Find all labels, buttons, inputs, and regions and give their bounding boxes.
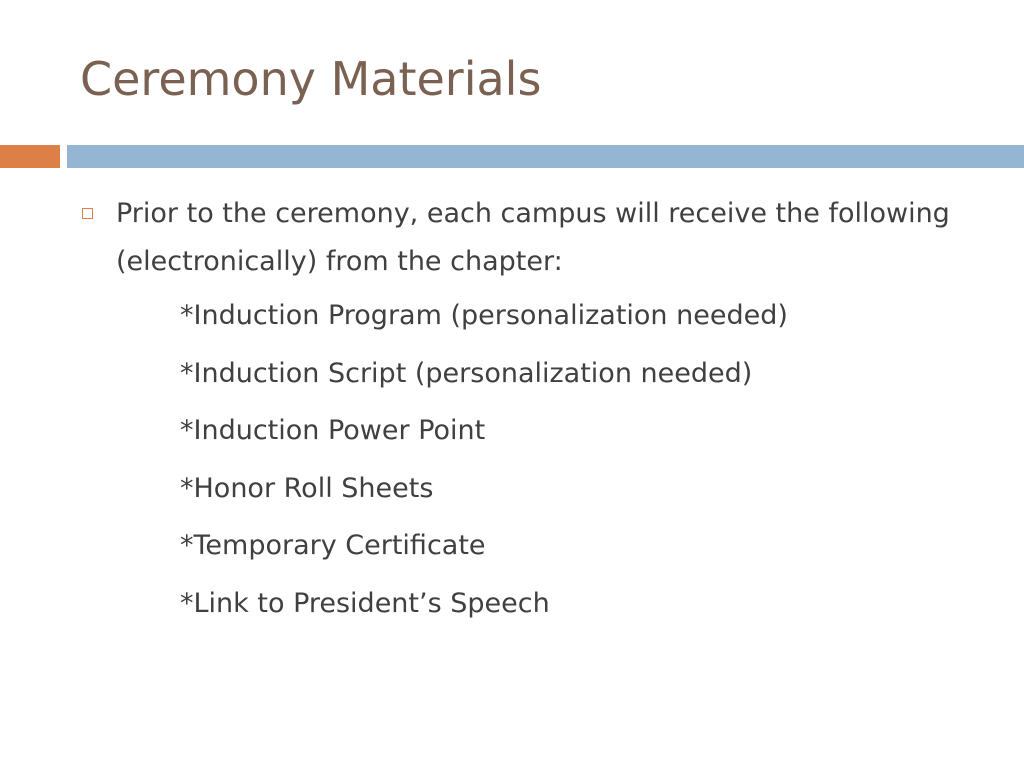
list-item: *Induction Program (personalization needed) [180, 300, 788, 331]
accent-bar-blue [67, 145, 1024, 168]
list-item: *Honor Roll Sheets [180, 472, 434, 504]
list-item: *Temporary Certificate [180, 530, 486, 561]
slide-content [80, 190, 980, 632]
accent-bar-orange [0, 145, 60, 168]
bullet-item [80, 190, 980, 286]
list-item: *Induction Script (personalization needed) [180, 357, 753, 389]
bullet-text: Prior to the ceremony, each campus will receive the following (electronically) from the chapter: [116, 198, 950, 277]
list-item: *Induction Power Point [180, 415, 486, 446]
list-item: *Link to President’s Speech [180, 587, 550, 619]
slide-title: Ceremony Materials [80, 52, 542, 106]
materials-list [80, 287, 980, 632]
square-bullet-icon [82, 208, 93, 219]
